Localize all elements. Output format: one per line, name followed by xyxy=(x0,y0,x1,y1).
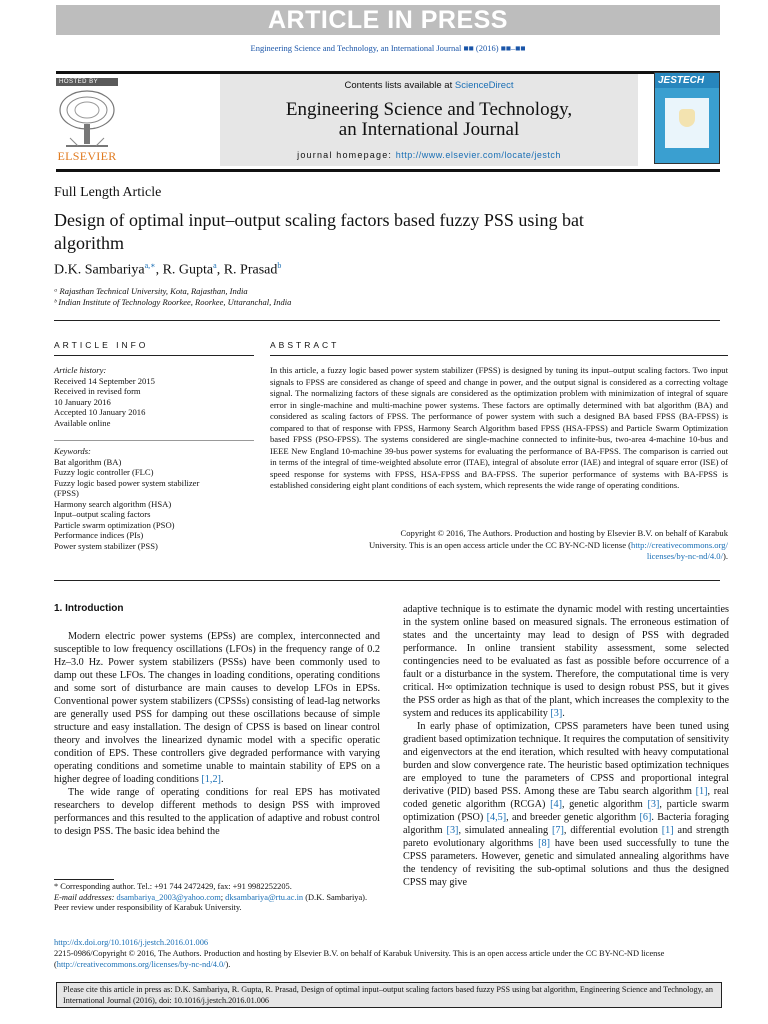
peer-review-note: Peer review under responsibility of Karabuk University. xyxy=(54,903,242,912)
email-note: E-mail addresses: dsambariya_2003@yahoo.com; dksambariya@rtu.ac.in (D.K. Sambariya). xyxy=(54,892,368,902)
keyword: Fuzzy logic based power system stabilizer xyxy=(54,477,200,488)
keyword: Fuzzy logic controller (FLC) xyxy=(54,467,154,477)
issn-copyright-line: 2215-0986/Copyright © 2016, The Authors. Production and hosting by Elsevier B.V. on behalf of Karabuk University. This is an open access article under the CC BY-NC-ND license (http://creativecommons.org/licenses/by-nc-nd/4.0/). xyxy=(54,949,665,969)
article-title: Design of optimal input–output scaling factors based fuzzy PSS using bat algorithm xyxy=(54,210,584,253)
footnote-rule xyxy=(54,879,114,880)
cover-title: JESTECH xyxy=(655,73,719,88)
keyword: Power system stabilizer (PSS) xyxy=(54,540,158,551)
author-affiliation-link[interactable]: a xyxy=(213,261,217,270)
citation-link[interactable]: [1,2] xyxy=(201,774,221,785)
license-link[interactable]: licenses/by-nc-nd/4.0/ xyxy=(646,551,723,561)
keyword: Input–output scaling factors xyxy=(54,509,151,519)
sciencedirect-link[interactable]: ScienceDirect xyxy=(454,80,514,91)
license-link[interactable]: http://creativecommons.org/licenses/by-nc-nd/4.0/ xyxy=(56,959,226,969)
footnotes xyxy=(54,882,384,914)
citation-link[interactable]: [1] xyxy=(695,786,708,797)
author-affiliation-link[interactable]: a,∗ xyxy=(144,261,156,270)
citation-link[interactable]: [4] xyxy=(550,799,562,810)
paragraph: adaptive technique is to estimate the dynamic model with resting uncertainties in the system online based on measured signals. The erroneous estimation of states and the uncertainty may lead to design of PSS with degraded performance. In online transient stability assessment, some selected contingencies need to be evaluated as fast as possible before occurrence of a fault or a disturbance in the system. Therefore, the computational time is very critical. H∞ optimization technique is used to design robust PSS, but it gives the PSS order as high as that of the plant, which increases the complexity to the system and reduces its applicability [3]. xyxy=(403,604,729,719)
doi-link[interactable]: http://dx.doi.org/10.1016/j.jestch.2016.01.006 xyxy=(54,938,209,947)
paragraph: Modern electric power systems (EPSs) are complex, interconnected and susceptible to low frequency oscillations (LFOs) in the frequency range of 0.2 Hz–3.0 Hz. Power system stabilizers (PSSs) have been commonly used to damp out these LFOs. The changes in loading conditions, operating conditions and some sort of disturbance are main causes to develop LFOs in EPSs. Conventional power system stabilizers (CPSSs) consisting of lead-lag networks are generally used PSS for damping out these oscillations because of simple structure and easy installation. The design of CPSS is based on linear control theory and involves the linearized dynamic model with a specific operatic condition of EPS. These controllers give degraded performance with varying operating conditions and sometime unable to maintain stability of EPS on a higher degree of loading conditions [1,2]. xyxy=(54,631,380,785)
article-info-rule xyxy=(54,355,254,356)
keyword: Harmony search algorithm (HSA) xyxy=(54,498,172,509)
author-name: R. Gupta xyxy=(162,262,214,278)
citation-link[interactable]: [6] xyxy=(639,812,652,823)
abstract-bottom-rule xyxy=(54,580,720,581)
license-link[interactable]: http://creativecommons.org/ xyxy=(631,539,728,550)
header-bottom-rule xyxy=(56,169,720,172)
abstract-heading: ABSTRACT xyxy=(270,340,340,350)
keyword: Bat algorithm (BA) xyxy=(54,456,122,467)
citation-link[interactable]: [1] xyxy=(661,825,674,836)
affiliation-b: ᵇ Indian Institute of Technology Roorkee, Roorkee, Uttaranchal, India xyxy=(54,297,292,307)
citation-link[interactable]: [8] xyxy=(538,838,551,849)
citation-link[interactable]: [7] xyxy=(551,825,564,836)
info-divider xyxy=(54,440,254,441)
author-name: R. Prasad xyxy=(223,262,278,278)
author-list: D.K. Sambariya$^{a,∗}$, R. Gupta$^a$, R. Prasad$^b$ xyxy=(54,261,282,278)
contents-line: Contents lists available at ScienceDirect xyxy=(344,80,514,91)
author-affiliation-link[interactable]: b xyxy=(277,261,282,270)
citation-link[interactable]: [4,5] xyxy=(486,812,507,823)
journal-cover-thumbnail xyxy=(654,72,720,164)
body-left-column xyxy=(54,630,380,838)
affiliation-a: ᵃ Rajasthan Technical University, Kota, Rajasthan, India xyxy=(54,286,248,296)
keyword: Performance indices (PIs) xyxy=(54,530,144,540)
corresponding-author-note: * Corresponding author. Tel.: +91 744 2472429, fax: +91 9982252205. xyxy=(54,882,292,891)
article-in-press-banner: ARTICLE IN PRESS xyxy=(56,5,720,35)
citation-link[interactable]: [3] xyxy=(446,825,459,836)
elsevier-tree-logo-icon xyxy=(56,88,118,150)
article-history: Article history: Received 14 September 2015 Received in revised form 10 January 2016 Accepted 10 January 2016 Available online xyxy=(54,365,155,428)
abstract-copyright: Copyright © 2016, The Authors. Production and hosting by Elsevier B.V. on behalf of Karabuk University. This is an open access article under the CC BY-NC-ND license (http://creativecommons.org/ licenses/by-nc-nd/4.0/). xyxy=(368,528,728,561)
article-type: Full Length Article xyxy=(54,185,162,200)
abstract-rule xyxy=(270,355,728,356)
keywords-list: Keywords: Bat algorithm (BA) Fuzzy logic controller (FLC) Fuzzy logic based power system stabilizer (FPSS) Harmony search algorithm (HSA) Input–output scaling factors Particle swarm optimization (PSO) Performance indices (PIs) Power system stabilizer (PSS) xyxy=(54,446,254,551)
journal-header-box xyxy=(220,74,638,166)
introduction-heading: 1. Introduction xyxy=(54,603,124,614)
cite-this-article-box: Please cite this article in press as: D.K. Sambariya, R. Gupta, R. Prasad, Design of optimal input–output scaling factors based fuzzy PSS using bat algorithm, Engineering Science and Technology, an International Journal (2016), doi: 10.1016/j.jestch.2016.01.006 xyxy=(56,982,722,1008)
keyword: (FPSS) xyxy=(54,488,79,498)
email-link[interactable]: dsambariya_2003@yahoo.com xyxy=(116,892,221,902)
paragraph: In early phase of optimization, CPSS parameters have been tuned using gradient based optimization technique. It requires the computation of sensitivity and eigenvectors at the end iteration, which resulted with heavy computational burden and slow convergence rate. The heuristic based optimization techniques are employed to tune the parameters of CPSS and proportional integral derivative (PID) based PSS. Among these are Tabu search algorithm [1], real coded genetic algorithm (RCGA) [4], genetic algorithm [3], particle swarm optimization (PSO) [4,5], and breeder genetic algorithm [6]. Bacteria foraging algorithm [3], simulated annealing [7], differential evolution [1] and strength pareto evolutionary algorithms [8] have been used successfully to tune the CPSS parameters. However, genetic and simulated annealing algorithms have the tendency of revisiting the sub-optimal solutions and thus the designed CPSS may give xyxy=(403,721,730,888)
journal-homepage-link[interactable]: http://www.elsevier.com/locate/jestch xyxy=(395,150,561,160)
section-divider xyxy=(54,320,720,321)
citation-link[interactable]: [3] xyxy=(647,799,660,810)
abstract-text: In this article, a fuzzy logic based power system stabilizer (FPSS) is designed by tuning its input–output scaling factors. Two input signals to FPSS are considered as change of speed and change in power, and the output signal is considered as a correcting voltage signal. The normalizing factors of these signals are considered as the optimization problem with minimization of integral of square error in single-machine and multi-machine power systems. These factors are optimally determined with bat algorithm (BA) and considered as scaling factors of FPSS. The performance of power system with such a designed BA based FPSS (BA-FPSS) is compared to that of response with FPSS, Harmony Search Algorithm based FPSS (HSA-FPSS) and Particle Swarm Optimization based FPSS (PSO-FPSS). The systems considered are single-machine connected to infinite-bus, two-area 4-machine 10-bus and IEEE New England 10-machine 39-bus power systems for evaluating the performance of BA-FPSS. The comparison is carried out in terms of the integral of time-weighted absolute error (ITAE), integral of absolute error (IAE) and integral of square error (ISE) of speed response for systems with FPSS, HSA-FPSS and BA-FPSS. The superior performance of systems with BA-FPSS is established considering eight plant conditions of each system, which represents the wide range of operating conditions. xyxy=(270,365,728,490)
elsevier-logo: ELSEVIER xyxy=(57,149,117,163)
article-info-heading: ARTICLE INFO xyxy=(54,340,149,350)
paragraph: The wide range of operating conditions for real EPS has motivated researchers to develop different methods to design PSS with improved performances and this resulted to the application of adaptive and robust control to design PSS. The basic idea behind the xyxy=(54,787,380,837)
email-link[interactable]: dksambariya@rtu.ac.in xyxy=(225,892,304,902)
body-right-column xyxy=(403,603,729,889)
citation-link[interactable]: [3] xyxy=(550,708,563,719)
cover-emblem-icon xyxy=(679,109,695,127)
hosted-by-label: HOSTED BY xyxy=(56,78,118,86)
journal-homepage-line: journal homepage: http://www.elsevier.com/locate/jestch xyxy=(297,150,561,160)
journal-title: Engineering Science and Technology, an International Journal xyxy=(285,99,573,140)
author-name: D.K. Sambariya xyxy=(54,262,145,278)
journal-cite-line[interactable]: Engineering Science and Technology, an International Journal ■■ (2016) ■■–■■ xyxy=(250,43,526,53)
keyword: Particle swarm optimization (PSO) xyxy=(54,519,175,530)
